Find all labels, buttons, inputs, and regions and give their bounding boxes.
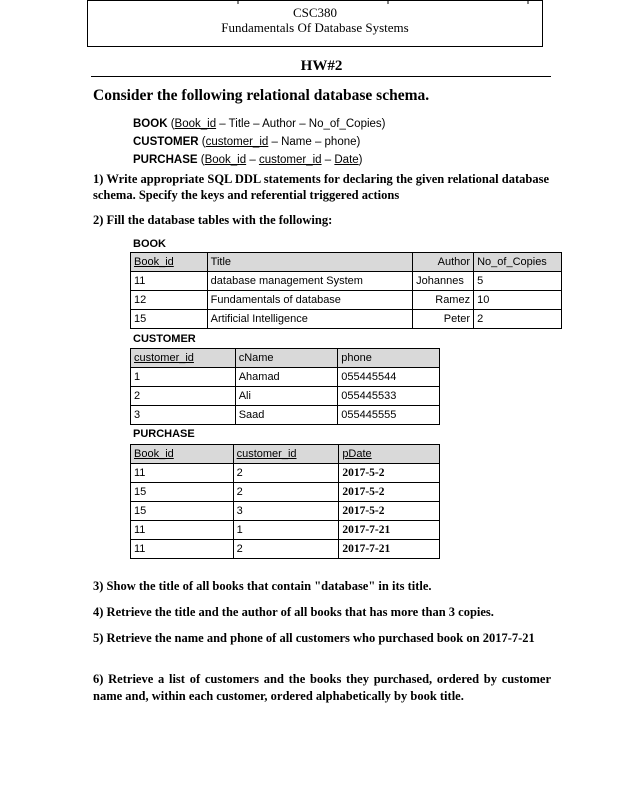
homework-title: HW#2 <box>300 58 343 74</box>
table-cell: 1 <box>131 368 236 387</box>
table-cell: Johannes <box>413 272 474 291</box>
schema-sep: – <box>246 154 259 166</box>
table-cell: 2 <box>131 387 236 406</box>
table-cell: 055445544 <box>338 368 440 387</box>
table-cell: 15 <box>131 483 234 502</box>
customer-table-label: CUSTOMER <box>133 333 196 345</box>
table-cell: 3 <box>233 502 339 521</box>
purchase-col-customer-id: customer_id <box>236 448 297 460</box>
purchase-col-book-id: Book_id <box>134 448 174 460</box>
table-cell: 2017-7-21 <box>339 540 440 559</box>
table-cell: 12 <box>131 291 208 310</box>
book-col-author: Author <box>413 253 474 272</box>
purchase-table <box>130 444 440 559</box>
table-cell: 11 <box>131 464 234 483</box>
table-cell: 2 <box>233 483 339 502</box>
schema-customer-pk: customer_id <box>205 136 269 148</box>
table-cell: 2017-5-2 <box>339 483 440 502</box>
question-4: 4) Retrieve the title and the author of all books that has more than 3 copies. <box>93 605 494 619</box>
schema-customer-rest: – Name – phone) <box>268 136 361 148</box>
table-cell: Artificial Intelligence <box>207 310 413 329</box>
table-row <box>131 368 440 387</box>
table-row <box>131 387 440 406</box>
table-cell: Peter <box>413 310 474 329</box>
book-col-title: Title <box>207 253 413 272</box>
course-header-box <box>87 0 543 47</box>
schema-purchase-key2: customer_id <box>258 154 322 166</box>
purchase-col-date: pDate <box>342 448 372 460</box>
question-6: 6) Retrieve a list of customers and the books they purchased, ordered by customer name and, within each customer, ordered alphabetically by book title. <box>93 672 551 703</box>
purchase-table-label: PURCHASE <box>133 428 195 440</box>
customer-table <box>130 348 440 425</box>
book-col-copies: No_of_Copies <box>474 253 562 272</box>
table-cell: 2017-5-2 <box>339 502 440 521</box>
table-cell: Ramez <box>413 291 474 310</box>
table-cell: 2 <box>233 540 339 559</box>
schema-purchase-name: PURCHASE <box>133 154 198 166</box>
table-row <box>131 310 562 329</box>
table-cell: 055445533 <box>338 387 440 406</box>
schema-book-rest: – Title – Author – No_of_Copies) <box>216 118 386 130</box>
schema-book: BOOK (Book_id – Title – Author – No_of_Copies) <box>133 118 386 130</box>
table-row <box>131 483 440 502</box>
customer-col-phone: phone <box>338 349 440 368</box>
question-5: 5) Retrieve the name and phone of all customers who purchased book on 2017-7-21 <box>93 631 535 645</box>
schema-purchase-key1: Book_id <box>204 154 247 166</box>
schema-purchase: PURCHASE (Book_id – customer_id – Date) <box>133 154 363 166</box>
customer-col-name: cName <box>235 349 338 368</box>
course-code: CSC380 <box>292 5 338 20</box>
table-cell: 055445555 <box>338 406 440 425</box>
book-col-book-id: Book_id <box>134 256 174 268</box>
schema-customer: CUSTOMER (customer_id – Name – phone) <box>133 136 361 148</box>
customer-col-id: customer_id <box>134 352 194 364</box>
schema-sep: – <box>321 154 335 166</box>
customer-table-header-row <box>131 349 440 368</box>
book-table <box>130 252 562 329</box>
intro-text: Consider the following relational database schema. <box>93 87 430 104</box>
table-cell: 2 <box>474 310 562 329</box>
schema-purchase-key3: Date <box>334 154 359 166</box>
question-1: 1) Write appropriate SQL DDL statements for declaring the given relational database schema. Specify the keys and referential triggered actions <box>93 172 549 202</box>
schema-book-pk: Book_id <box>174 118 217 130</box>
table-cell: 1 <box>233 521 339 540</box>
course-name: Fundamentals Of Database Systems <box>221 20 409 35</box>
table-row <box>131 406 440 425</box>
table-row <box>131 464 440 483</box>
book-table-label: BOOK <box>133 238 166 250</box>
table-row <box>131 291 562 310</box>
table-cell: 3 <box>131 406 236 425</box>
table-cell: Ali <box>235 387 338 406</box>
table-row <box>131 502 440 521</box>
table-cell: database management System <box>207 272 413 291</box>
table-cell: 11 <box>131 521 234 540</box>
table-cell: 11 <box>131 272 208 291</box>
book-table-header-row <box>131 253 562 272</box>
table-cell: 11 <box>131 540 234 559</box>
table-cell: Saad <box>235 406 338 425</box>
table-cell: 15 <box>131 310 208 329</box>
table-row <box>131 540 440 559</box>
table-cell: 5 <box>474 272 562 291</box>
table-cell: 15 <box>131 502 234 521</box>
title-rule <box>91 76 551 77</box>
table-cell: 2017-7-21 <box>339 521 440 540</box>
question-2: 2) Fill the database tables with the following: <box>93 213 333 227</box>
schema-book-name: BOOK <box>133 118 168 130</box>
table-row <box>131 272 562 291</box>
header-ticks <box>88 0 542 4</box>
table-cell: Fundamentals of database <box>207 291 413 310</box>
schema-customer-name: CUSTOMER <box>133 136 199 148</box>
table-cell: 2017-5-2 <box>339 464 440 483</box>
table-cell: 2 <box>233 464 339 483</box>
table-cell: Ahamad <box>235 368 338 387</box>
question-3: 3) Show the title of all books that contain "database" in its title. <box>93 579 432 593</box>
purchase-table-header-row <box>131 445 440 464</box>
table-row <box>131 521 440 540</box>
table-cell: 10 <box>474 291 562 310</box>
